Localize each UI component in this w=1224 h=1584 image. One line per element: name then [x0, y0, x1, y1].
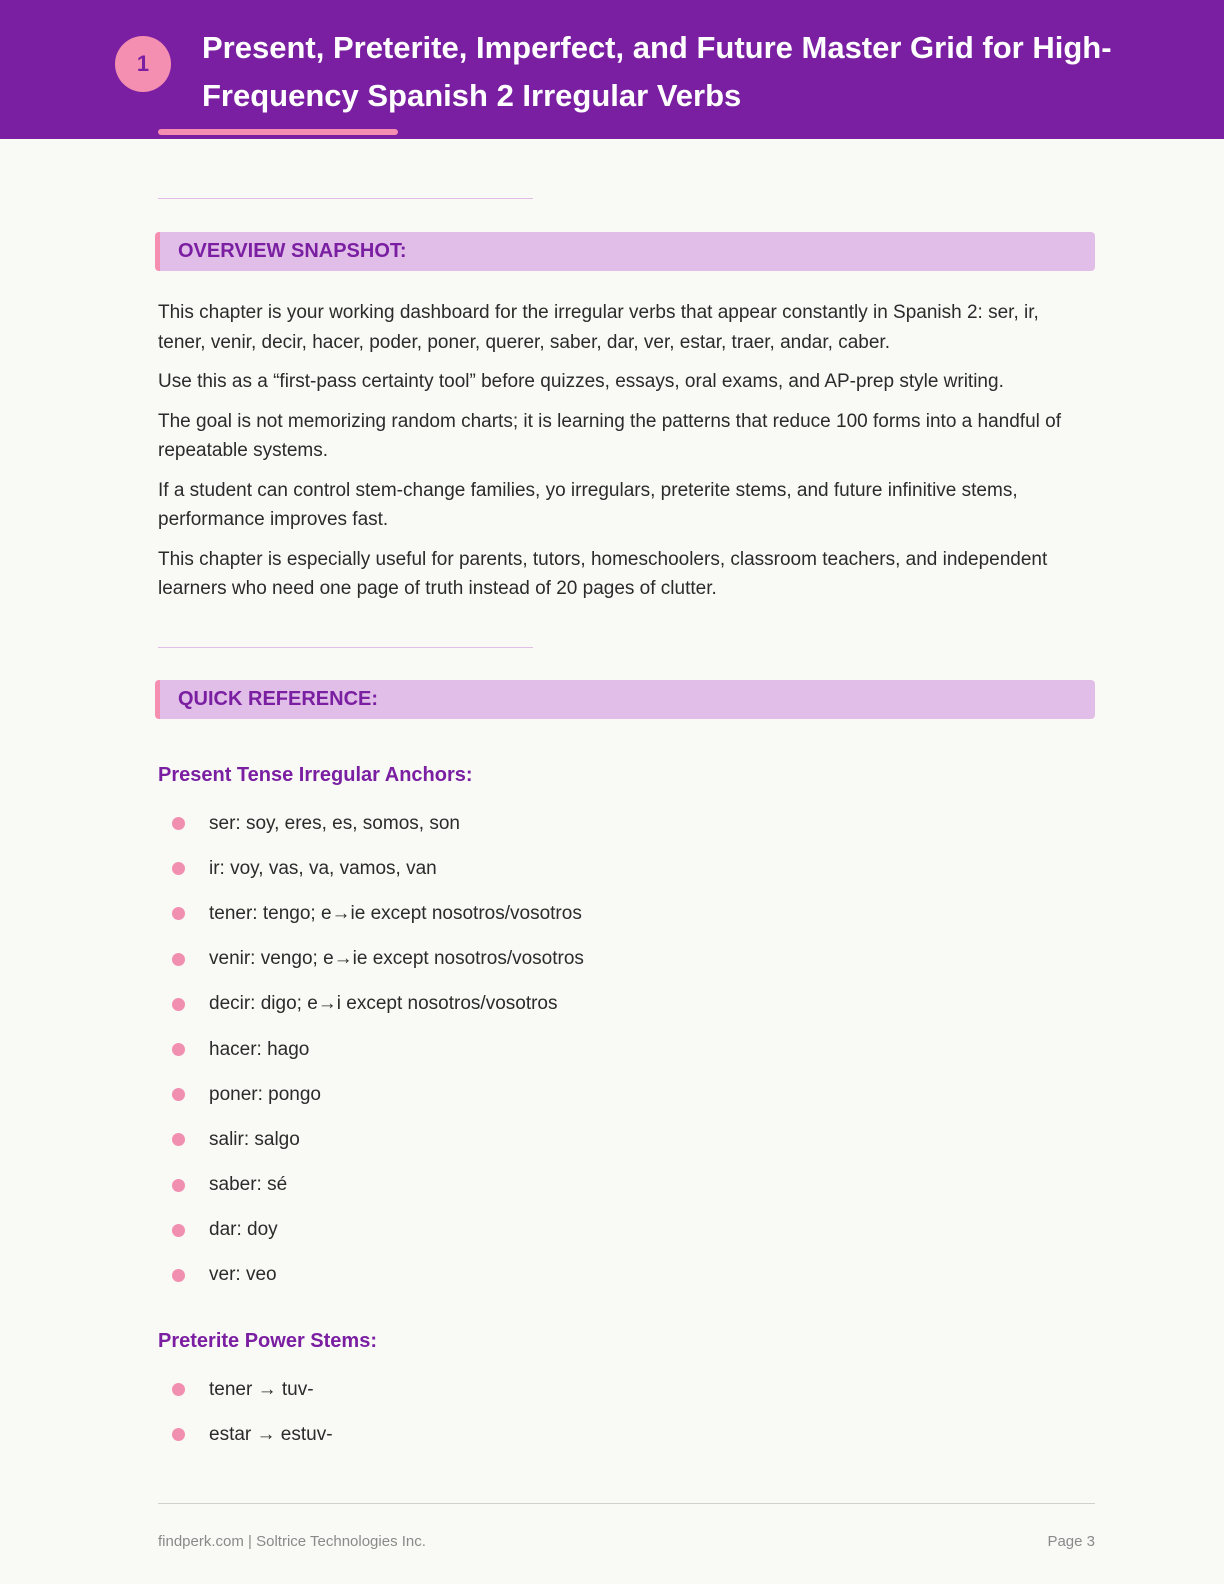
list-item-text: salir: salgo	[209, 1128, 300, 1150]
list-item-text: ir: voy, vas, va, vamos, van	[209, 857, 437, 879]
list-item	[172, 801, 584, 846]
page-number: Page 3	[1047, 1533, 1095, 1550]
list-item	[172, 1163, 584, 1208]
overview-body	[158, 298, 1088, 614]
preterite-stems-subheading: Preterite Power Stems:	[158, 1330, 377, 1352]
list-item	[172, 937, 584, 982]
list-item	[172, 1412, 333, 1457]
bullet-dot-icon	[172, 1043, 185, 1056]
list-item	[172, 1208, 584, 1253]
list-item-text: estar → estuv-	[209, 1423, 333, 1445]
bullet-dot-icon	[172, 1269, 185, 1282]
present-tense-list	[172, 801, 584, 1298]
overview-heading: OVERVIEW SNAPSHOT:	[155, 232, 1095, 271]
list-item-text: tener → tuv-	[209, 1378, 314, 1400]
bullet-dot-icon	[172, 953, 185, 966]
bullet-dot-icon	[172, 998, 185, 1011]
preterite-stems-list	[172, 1367, 333, 1457]
chapter-header	[0, 0, 1224, 139]
overview-paragraph: The goal is not memorizing random charts; it is learning the patterns that reduce 100 forms into a handful of repeatable systems.	[158, 410, 1061, 461]
list-item-text: poner: pongo	[209, 1083, 321, 1105]
list-item	[172, 1117, 584, 1162]
overview-paragraph: Use this as a “first-pass certainty tool” before quizzes, essays, oral exams, and AP-prep style writing.	[158, 371, 1004, 392]
overview-paragraph: If a student can control stem-change families, yo irregulars, preterite stems, and future infinitive stems, performance improves fast.	[158, 479, 1018, 530]
bullet-dot-icon	[172, 1383, 185, 1396]
list-item	[172, 891, 584, 936]
list-item	[172, 1253, 584, 1298]
title-underline	[158, 129, 398, 135]
chapter-title: Present, Preterite, Imperfect, and Future Master Grid for High-Frequency Spanish 2 Irregular Verbs	[202, 30, 1112, 113]
overview-paragraph: This chapter is your working dashboard for the irregular verbs that appear constantly in Spanish 2: ser, ir, tener, venir, decir, hacer, poder, poner, querer, saber, dar, ver, estar, traer, andar, caber.	[158, 302, 1039, 353]
bullet-dot-icon	[172, 1133, 185, 1146]
footer-rule	[158, 1503, 1095, 1504]
list-item	[172, 1072, 584, 1117]
overview-paragraph: This chapter is especially useful for parents, tutors, homeschoolers, classroom teachers, and independent learners who need one page of truth instead of 20 pages of clutter.	[158, 548, 1048, 599]
bullet-dot-icon	[172, 817, 185, 830]
present-tense-subheading: Present Tense Irregular Anchors:	[158, 764, 473, 786]
list-item-text: tener: tengo; e→ie except nosotros/vosotros	[209, 902, 582, 924]
section-divider	[158, 647, 533, 648]
section-divider	[158, 198, 533, 199]
list-item	[172, 1367, 333, 1412]
bullet-dot-icon	[172, 1224, 185, 1237]
list-item	[172, 846, 584, 891]
chapter-number-badge: 1	[115, 36, 171, 92]
list-item-text: decir: digo; e→i except nosotros/vosotros	[209, 993, 558, 1015]
list-item-text: hacer: hago	[209, 1038, 310, 1060]
bullet-dot-icon	[172, 1428, 185, 1441]
list-item-text: dar: doy	[209, 1219, 278, 1241]
list-item-text: saber: sé	[209, 1174, 288, 1196]
bullet-dot-icon	[172, 1088, 185, 1101]
list-item-text: ver: veo	[209, 1264, 277, 1286]
bullet-dot-icon	[172, 907, 185, 920]
bullet-dot-icon	[172, 1179, 185, 1192]
list-item	[172, 982, 584, 1027]
list-item-text: ser: soy, eres, es, somos, son	[209, 812, 460, 834]
bullet-dot-icon	[172, 862, 185, 875]
list-item-text: venir: vengo; e→ie except nosotros/vosotros	[209, 948, 584, 970]
footer-source: findperk.com | Soltrice Technologies Inc.	[158, 1533, 426, 1550]
list-item	[172, 1027, 584, 1072]
quick-reference-heading: QUICK REFERENCE:	[155, 680, 1095, 719]
